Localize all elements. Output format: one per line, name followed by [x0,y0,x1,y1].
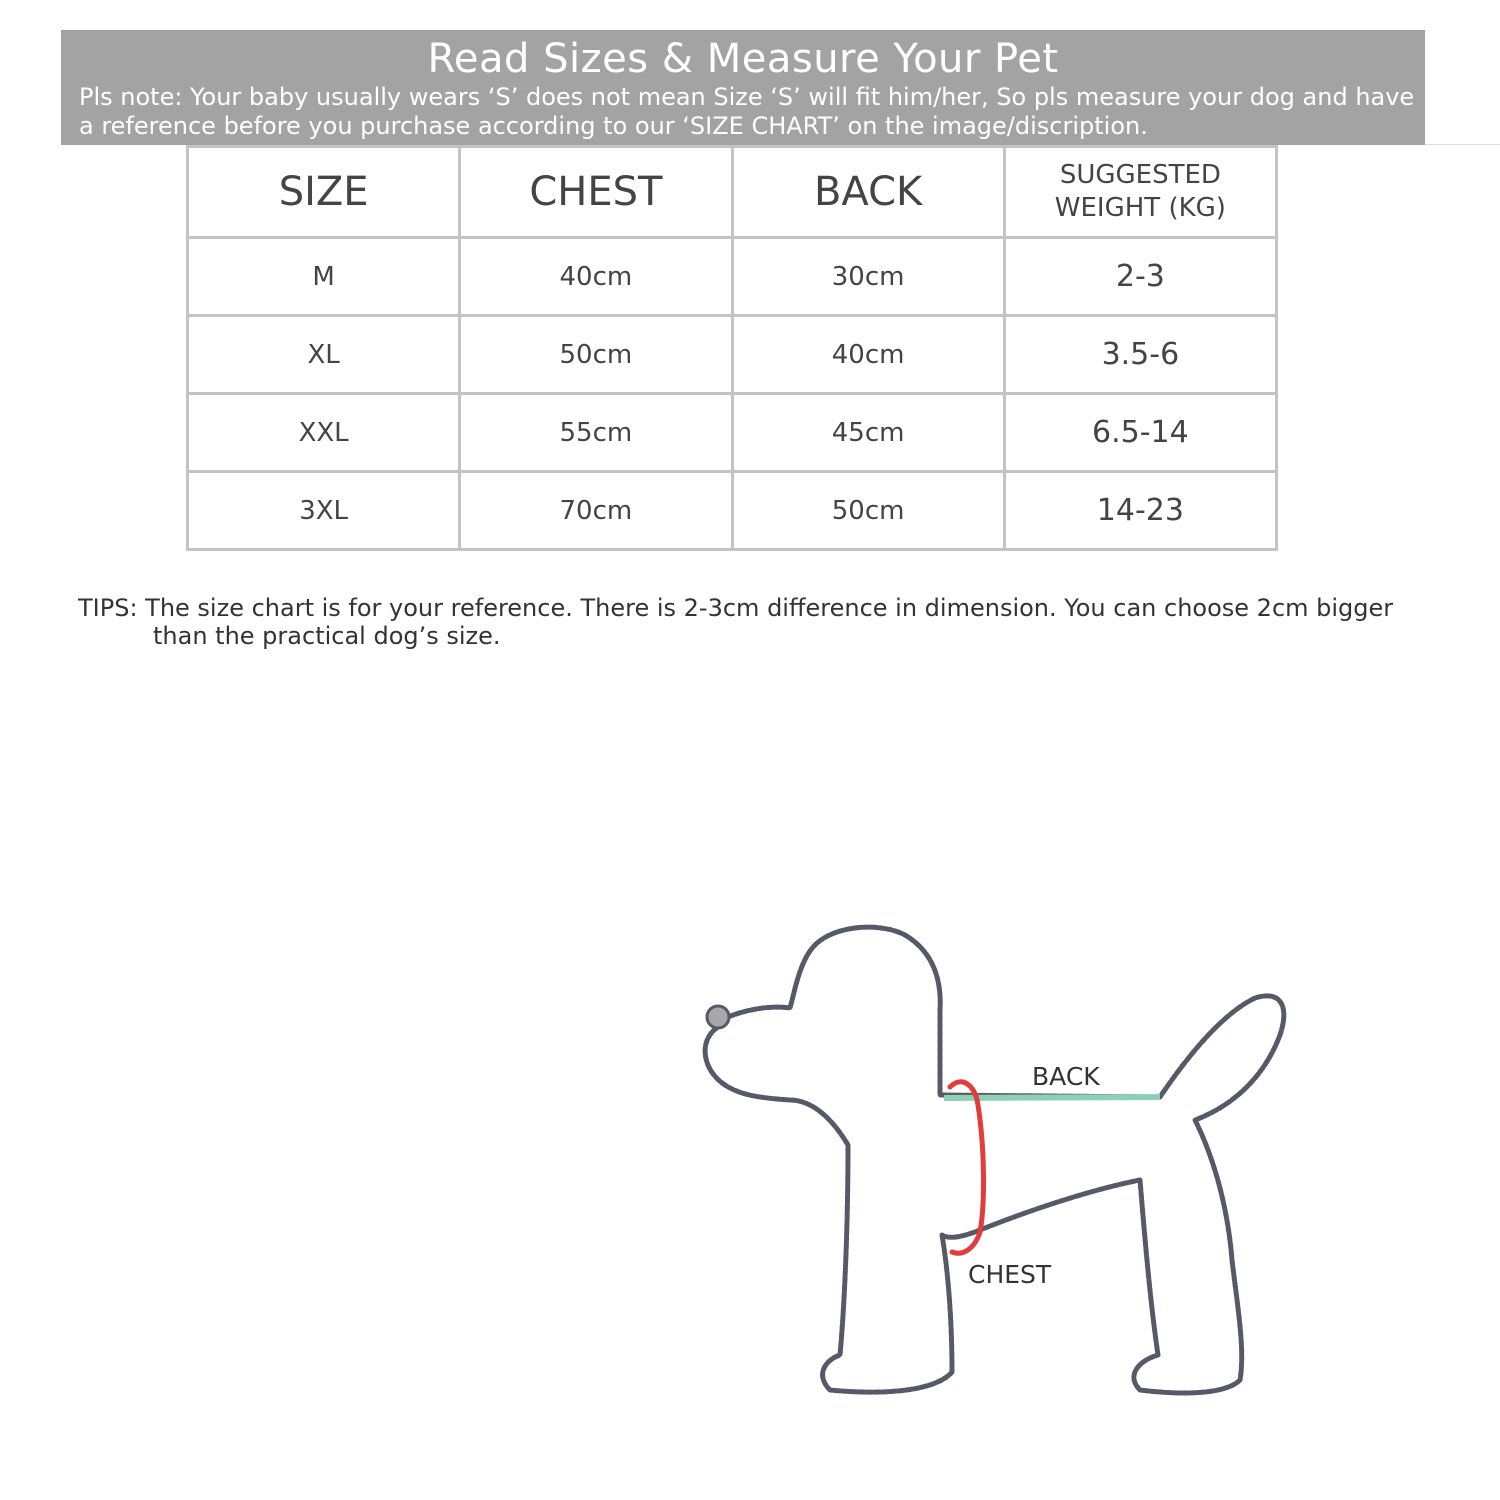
cell-size: XL [188,316,460,394]
cell-size: M [188,238,460,316]
page-title: Read Sizes & Measure Your Pet [427,36,1059,82]
header-chest: CHEST [460,147,732,238]
header-note-line2: a reference before you purchase according to our ‘SIZE CHART’ on the image/discription. [79,112,1148,140]
cell-chest: 50cm [460,316,732,394]
header-size: SIZE [188,147,460,238]
tips-line2: than the practical dog’s size. [153,622,501,650]
cell-weight: 3.5-6 [1004,316,1276,394]
header-note-line1: Pls note: Your baby usually wears ‘S’ does not mean Size ‘S’ will fit him/her, So pls measure your dog and have [79,83,1415,111]
cell-weight: 6.5-14 [1004,394,1276,472]
cell-back: 40cm [732,316,1004,394]
cell-back: 50cm [732,472,1004,550]
header-back: BACK [732,147,1004,238]
cell-size: XXL [188,394,460,472]
dog-nose-icon [707,1006,729,1028]
cell-chest: 70cm [460,472,732,550]
cell-size: 3XL [188,472,460,550]
header-weight-line1: SUGGESTED [1059,160,1221,190]
cell-back: 30cm [732,238,1004,316]
chest-label: CHEST [968,1260,1052,1289]
cell-weight: 14-23 [1004,472,1276,550]
chest-measure-line [950,1082,984,1253]
dog-outline [705,927,1284,1393]
tips-line1: TIPS: The size chart is for your reference. There is 2-3cm difference in dimension. You can choose 2cm bigger [78,594,1394,622]
cell-chest: 55cm [460,394,732,472]
cell-chest: 40cm [460,238,732,316]
header-weight-line2: WEIGHT (KG) [1054,193,1226,223]
cell-back: 45cm [732,394,1004,472]
cell-weight: 2-3 [1004,238,1276,316]
back-label: BACK [1032,1062,1100,1091]
